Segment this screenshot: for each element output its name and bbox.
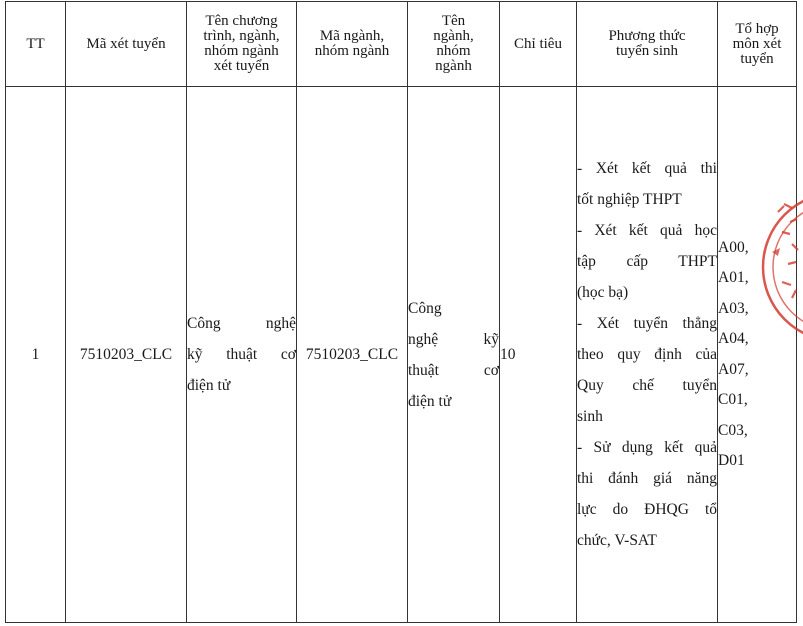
combo-item: A04,	[718, 330, 749, 347]
cell-ten-chuong-trinh-line: Công nghệ	[187, 315, 296, 332]
cell-tt: 1	[6, 87, 66, 623]
cell-chi-tieu: 10	[500, 87, 577, 623]
cell-ten-nganh	[408, 87, 500, 623]
combo-item: A03,	[718, 299, 749, 317]
cell-ten-nganh-line: Công	[408, 299, 442, 317]
combo-item: D01	[718, 452, 745, 469]
header-to-hop-line: Tổ hợp	[735, 20, 779, 37]
header-ten-chuong-trinh	[187, 2, 297, 87]
header-ten-nganh-line: nhóm	[436, 43, 471, 59]
header-ten-chuong-trinh-line: xét tuyển	[213, 58, 270, 74]
cell-ten-chuong-trinh-line: điện tử	[187, 377, 231, 394]
header-ten-chuong-trinh-line: nhóm ngành	[204, 43, 279, 59]
cell-ten-chuong-trinh	[187, 87, 297, 623]
header-ma-nganh-line: nhóm ngành	[314, 43, 390, 59]
header-phuong-thuc-line: Phương thức	[608, 28, 686, 44]
header-to-hop	[718, 2, 797, 87]
method-line: - Sử dụng kết quả	[577, 439, 717, 456]
method-line: tốt nghiệp THPT	[577, 191, 682, 208]
combo-item: A07,	[718, 360, 749, 378]
header-ten-nganh-line: Tên	[441, 13, 466, 29]
header-ma-nganh	[297, 2, 408, 87]
header-ten-nganh	[408, 2, 500, 87]
header-ma-nganh-line: Mã ngành,	[319, 28, 385, 44]
method-line: - Xét kết quả học	[577, 222, 717, 239]
combo-item: C01,	[718, 391, 748, 408]
method-line: lực do ĐHQG tổ	[577, 501, 717, 518]
method-line: - Xét kết quả thi	[577, 160, 717, 177]
cell-ma-nganh: 7510203_CLC	[297, 87, 408, 623]
method-line: sinh	[577, 408, 603, 425]
header-to-hop-line: môn xét	[732, 35, 782, 52]
admission-table	[5, 1, 797, 623]
method-line: theo quy định của	[577, 346, 717, 363]
header-tt: TT	[6, 2, 66, 87]
cell-ten-nganh-line: nghệ kỹ	[408, 330, 499, 348]
table-row	[6, 87, 797, 623]
header-ma-xet-tuyen: Mã xét tuyển	[66, 2, 187, 87]
header-ten-nganh-line: ngành	[435, 58, 472, 74]
cell-ten-nganh-line: thuật cơ	[408, 361, 499, 379]
header-chi-tieu: Chỉ tiêu	[500, 2, 577, 87]
cell-phuong-thuc	[577, 87, 718, 623]
method-line: - Xét tuyển thẳng	[577, 315, 717, 332]
header-ten-chuong-trinh-line: trình, ngành,	[203, 28, 280, 44]
cell-to-hop	[718, 87, 797, 623]
cell-ten-nganh-line: điện tử	[408, 392, 452, 410]
method-line: thi đánh giá năng	[577, 470, 717, 487]
method-line: (học bạ)	[577, 284, 629, 301]
method-line: chức, V-SAT	[577, 532, 657, 549]
combo-item: A00,	[718, 238, 749, 256]
method-line: Quy chế tuyển	[577, 377, 717, 394]
combo-item: C03,	[718, 421, 748, 439]
header-phuong-thuc-line: tuyển sinh	[615, 43, 679, 59]
cell-ma-xet-tuyen: 7510203_CLC	[66, 87, 187, 623]
header-ten-chuong-trinh-line: Tên chương	[205, 13, 278, 29]
header-phuong-thuc	[577, 2, 718, 87]
table-header-row	[6, 2, 797, 87]
cell-ten-chuong-trinh-line: kỹ thuật cơ	[187, 346, 296, 363]
method-line: tập cấp THPT	[577, 253, 717, 270]
header-to-hop-line: tuyển	[740, 50, 774, 67]
combo-item: A01,	[718, 269, 749, 286]
header-ten-nganh-line: ngành,	[433, 28, 474, 44]
